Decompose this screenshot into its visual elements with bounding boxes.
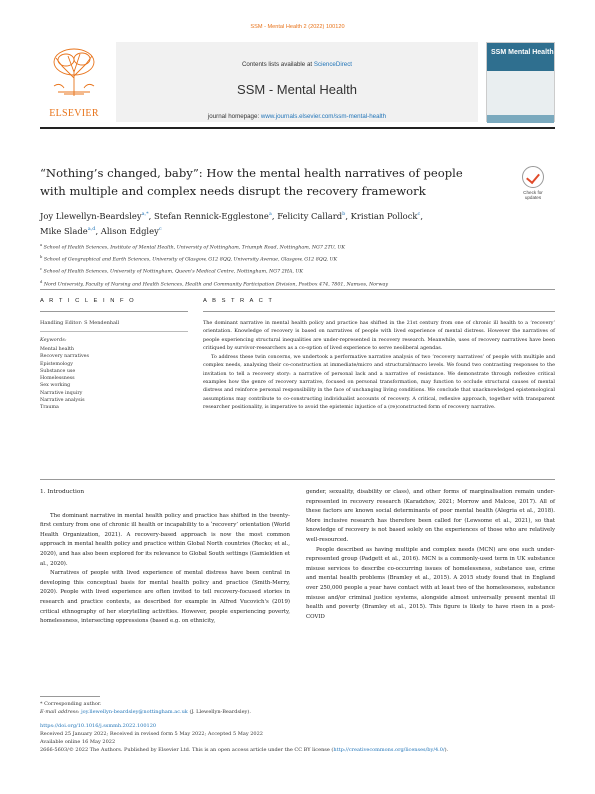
- keyword-item: Trauma: [40, 405, 59, 411]
- license-prefix: 2666-5603/© 2022 The Authors. Published by Elsevier Ltd. This is an open access article under the CC BY license (: [40, 747, 334, 753]
- keyword-item: Epistemology: [40, 361, 73, 367]
- homepage-link[interactable]: www.journals.elsevier.com/ssm-mental-health: [260, 113, 387, 120]
- body-paragraph: People described as having multiple and complex needs (MCN) are one such under-represented group (Padgett et al., 2016). MCN is a commonly-used term in UK substance misuse services to describe co-occurring issues of homelessness, substance use, crime and mental health problems (Bramley et al., 2015). A 2015 study found that in England over 250,000 people a year have contact with at least two of the homelessness, substance misuse and/or criminal justice systems, alongside almost universally present mental ill health and poverty (Bramley et al., 2015). This figure is likely to have risen in a post-COVID: [306, 546, 555, 620]
- publisher-logo[interactable]: [40, 42, 108, 122]
- keyword-item: Sex working: [40, 383, 71, 389]
- footnote-label: Corresponding author.: [44, 701, 102, 707]
- author-line-1: Joy Llewellyn-Beardsley$^{a,*}$, Stefan Rennick-Egglestone$^a$, Felicity Callard$^b$, Kristian Pollock$^c$,: [40, 210, 423, 221]
- journal-banner: [116, 42, 478, 122]
- cover-image-area: [487, 71, 554, 115]
- body-paragraph: The dominant narrative in mental health policy and practice has shifted in the twenty-first century from one of chronic ill health or incapability to a ‘recovery’ orientation (World Health Organization, 2021). A recovery-based approach is now the most common approach in mental health policy and practice within Global North countries (Recko; et al., 2020), and has also been explored for its relevance to Global South settings (Gamieldien et al., 2020).: [40, 512, 290, 567]
- keyword-item: Recovery narratives: [40, 354, 89, 360]
- running-reference: SSM - Mental Health 2 (2022) 100120: [250, 24, 345, 30]
- keyword-item: Homelessness: [40, 376, 75, 382]
- contents-line: [116, 61, 478, 68]
- elsevier-tree-icon: [48, 46, 100, 98]
- handling-editor: Handling Editor: S Mendenhall: [40, 320, 120, 326]
- author-name[interactable]: Joy Llewellyn-Beardsley$^{a,*}$: [40, 210, 149, 221]
- author-name[interactable]: Felicity Callard$^b$: [277, 210, 346, 221]
- abstract-heading: A B S T R A C T: [203, 298, 274, 304]
- author-list: [40, 208, 555, 238]
- doi-link[interactable]: https://doi.org/10.1016/j.ssmmh.2022.100120: [40, 723, 157, 729]
- body-column-right: [306, 488, 555, 622]
- title-line-2: with multiple and complex needs disrupt the recovery framework: [40, 184, 426, 198]
- section-heading-introduction: 1. Introduction: [40, 489, 85, 495]
- keywords-heading: Keywords:: [40, 337, 67, 343]
- author-name[interactable]: Stefan Rennick-Egglestone$^a$: [153, 210, 272, 221]
- author-email-link[interactable]: joy.llewellyn-beardsley@nottingham.ac.uk: [81, 709, 188, 716]
- cover-label: SSM Mental Health: [491, 49, 554, 56]
- affiliation-item: $^d$ Nord University, Faculty of Nursing and Health Sciences, Health and Community Participation Division, Postbox 474, 7801, Namsos, Norway: [40, 279, 389, 288]
- journal-header: [40, 42, 555, 122]
- author-affiliation-mark[interactable]: a,d: [87, 225, 96, 232]
- body-divider: [40, 479, 555, 480]
- check-updates-icon: [522, 166, 544, 188]
- author-line-2: Mike Slade$^{a,d}$, Alison Edgley$^c$: [40, 225, 162, 236]
- author-name[interactable]: Kristian Pollock$^c$: [350, 210, 421, 221]
- available-online-date: Available online 16 May 2022: [40, 739, 116, 745]
- author-name[interactable]: Alison Edgley$^c$: [100, 225, 162, 236]
- article-metadata-footer: [40, 722, 555, 754]
- homepage-prefix: journal homepage:: [207, 113, 260, 120]
- keywords-list: [40, 346, 188, 412]
- author-affiliation-mark[interactable]: a: [268, 211, 272, 217]
- sciencedirect-link[interactable]: ScienceDirect: [313, 61, 353, 68]
- cover-bottom-stripe: [487, 115, 554, 123]
- affiliation-item: $^b$ School of Geographical and Earth Sciences, University of Glasgow, G12 8QQ, University Avenue, Glasgow, G12 8QQ, UK: [40, 255, 338, 263]
- check-updates-label: Check for updates: [523, 190, 543, 200]
- cover-top-band: [487, 43, 554, 71]
- keyword-item: Narrative inquiry: [40, 390, 83, 396]
- body-column-left: [40, 488, 290, 627]
- license-suffix: ).: [444, 747, 449, 753]
- article-info-heading: A R T I C L E I N F O: [40, 298, 136, 304]
- keyword-item: Narrative analysis: [40, 398, 85, 404]
- abstract-paragraph-1: The dominant narrative in mental health policy and practice has shifted in the 21st century from one of chronic ill health to a ‘recovery’ orientation. Knowledge of recovery is based on narratives of people with lived experience of mental distress. However the narratives of people experiencing structural inequalities are under-represented in recovery research. Meanwhile, uses of recovery narratives have been critiqued by survivor-researchers as a co-option of lived experience to serve neoliberal agendas.: [203, 320, 555, 351]
- contents-prefix: Contents lists available at: [241, 61, 313, 68]
- license-line: [40, 746, 555, 754]
- abstract-body: [203, 319, 555, 411]
- author-affiliation-mark[interactable]: a,*: [141, 211, 149, 217]
- keyword-item: Mental health: [40, 347, 75, 352]
- title-line-1: “Nothing’s changed, baby”: How the mental health narratives of people: [40, 166, 463, 180]
- author-affiliation-mark[interactable]: c: [158, 225, 162, 232]
- email-suffix: (J. Llewellyn-Beardsley).: [189, 709, 251, 716]
- article-title: [40, 164, 480, 200]
- check-for-updates-button[interactable]: [513, 166, 553, 200]
- footnote-mark: *: [40, 701, 43, 707]
- abstract-paragraph-2: To address these twin concerns, we undertook a performative narrative analysis of two ‘recovery narratives’ of people with multiple and complex needs, analysing their co-construction at immediate/micro and structural/macro levels. We found two contrasting responses to the invitation to tell a recovery story: a narrative of personal lack and a narrative of resistance. We demonstrate through reflexive critical examples how the genre of recovery narrative, focused on personal transformation, may function to occlude structural causes of mental distress and reinforce personal responsibility in the face of unchanging living conditions. We conclude that unacknowledged epistemological assumptions may contribute to co-constructing individualist accounts of recovery. A critical, reflexive approach, together with transparent researcher positionality, is imperative to avoid the epistemic injustice of a (re)constructed form of recovery narrative.: [203, 354, 555, 410]
- author-name[interactable]: Mike Slade$^{a,d}$: [40, 225, 96, 236]
- journal-title[interactable]: SSM - Mental Health: [237, 82, 357, 97]
- author-affiliation-mark[interactable]: b: [342, 211, 346, 217]
- email-prefix: E-mail address:: [40, 709, 80, 716]
- body-paragraph: gender, sexuality, disability or class), and other forms of marginalisation remain under-represented in recovery research (Karadzhov, 2021; Morrow and Malcoe, 2017). All of these factors are known social determinants of poor mental health (Alegria et al., 2018). More inclusive research has therefore been called for (Lewsome et al., 2021), so that knowledge of recovery is not based solely on the experiences of those who are relatively well-resourced.: [306, 489, 555, 543]
- author-affiliation-mark[interactable]: c: [417, 211, 421, 217]
- corresponding-author-footnote: [40, 700, 555, 717]
- affiliation-item: $^a$ School of Health Sciences, Institute of Mental Health, University of Nottingham, Triumph Road, Nottingham, NG7 2TU, UK: [40, 243, 345, 251]
- license-link[interactable]: http://creativecommons.org/licenses/by/4.0/: [333, 747, 445, 753]
- footnote-rule: [40, 696, 100, 697]
- affiliation-list: [40, 241, 555, 290]
- info-divider-top: [40, 289, 555, 290]
- abstract-rule: [203, 311, 555, 312]
- publisher-wordmark: ELSEVIER: [49, 108, 99, 119]
- homepage-line: [116, 113, 478, 120]
- received-dates: Received 25 January 2022; Received in revised form 5 May 2022; Accepted 5 May 2022: [40, 731, 263, 737]
- journal-cover-thumbnail[interactable]: [486, 42, 555, 122]
- keyword-item: Substance use: [40, 368, 76, 374]
- header-divider: [40, 127, 555, 129]
- affiliation-item: $^c$ School of Health Sciences, University of Nottingham, Queen's Medical Centre, Nottingham, NG7 2HA, UK: [40, 267, 304, 275]
- body-paragraph: Narratives of people with lived experience of mental distress have been central in developing this conceptual basis for mental health policy and practice (Smith-Merry, 2020). People with lived experience are often invited to tell recovery-focused stories in research and practice contexts, as described for example in Alfred Vucovich's (2019) critical ethnography of her storytelling activities. However, people experiencing poverty, homelessness, intersecting oppressions (based e.g. on ethnicity,: [40, 570, 290, 625]
- article-info-rule: [40, 311, 188, 312]
